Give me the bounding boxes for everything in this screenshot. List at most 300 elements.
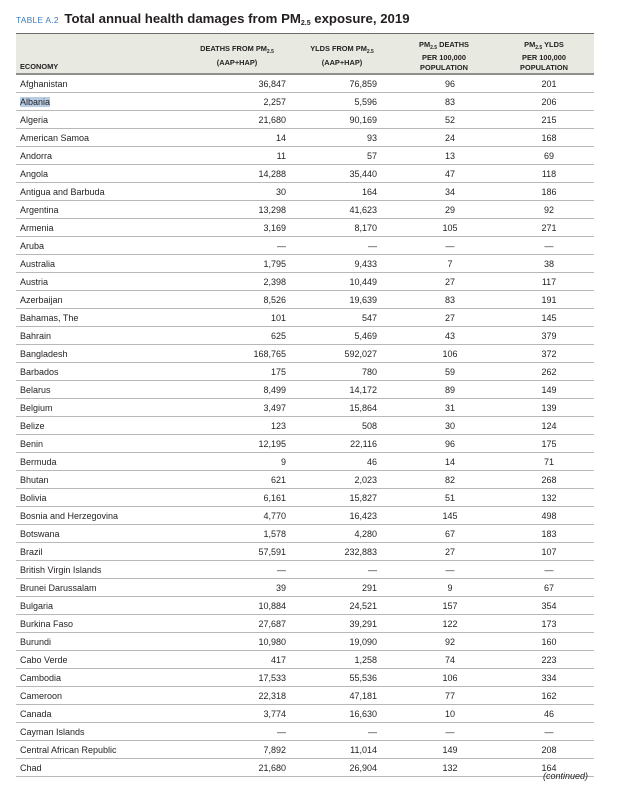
table-row [16,435,594,453]
economy-cell-text: Brunei Darussalam [20,582,97,593]
ylds-rate-cell [494,705,594,723]
economy-cell-text: Algeria [20,114,49,125]
economy-cell [16,525,184,543]
deaths-rate-cell-text: 43 [444,330,455,341]
economy-cell-text: Bermuda [20,456,57,467]
ylds-cell [290,651,394,669]
deaths-cell [184,489,290,507]
table-row [16,759,594,777]
economy-cell-text: British Virgin Islands [20,564,102,575]
ylds-rate-cell-text: 160 [541,636,557,647]
ylds-rate-cell [494,237,594,255]
ylds-rate-cell [494,345,594,363]
economy-cell [16,183,184,201]
ylds-cell [290,561,394,579]
economy-cell [16,219,184,237]
deaths-rate-cell-text: 59 [444,366,455,377]
table-row [16,741,594,759]
ylds-cell [290,741,394,759]
deaths-rate-cell-text: 30 [444,420,455,431]
ylds-rate-cell-text: 71 [543,456,554,467]
economy-cell-text: Chad [20,762,42,773]
ylds-cell [290,237,394,255]
deaths-cell [184,327,290,345]
ylds-cell [290,453,394,471]
table-body [16,74,594,777]
deaths-rate-cell [394,309,494,327]
table-row [16,417,594,435]
economy-cell-text: Cameroon [20,690,63,701]
economy-cell [16,633,184,651]
deaths-cell-text: 17,533 [258,672,286,683]
table-row [16,471,594,489]
ylds-rate-cell-text: 175 [541,438,557,449]
ylds-rate-cell-text: 46 [543,708,554,719]
deaths-rate-cell [394,399,494,417]
deaths-cell [184,147,290,165]
deaths-cell [184,93,290,111]
table-row [16,579,594,597]
deaths-rate-cell-text: 157 [442,600,458,611]
economy-cell [16,165,184,183]
ylds-cell [290,471,394,489]
deaths-rate-cell-text: 145 [442,510,458,521]
ylds-cell-text: 26,904 [349,762,377,773]
deaths-rate-cell [394,201,494,219]
deaths-rate-cell-text: 34 [444,186,455,197]
ylds-cell [290,579,394,597]
table-row [16,165,594,183]
deaths-cell-text: 36,847 [258,78,286,89]
ylds-cell-text: 47,181 [349,690,377,701]
economy-cell-text: Bulgaria [20,600,54,611]
deaths-cell [184,417,290,435]
economy-cell-text: Cabo Verde [20,654,68,665]
deaths-cell-text: 12,195 [258,438,286,449]
ylds-cell [290,615,394,633]
economy-cell [16,111,184,129]
deaths-rate-cell [394,165,494,183]
deaths-cell [184,543,290,561]
economy-cell [16,345,184,363]
table-header-row [16,34,594,75]
ylds-rate-cell-text: — [544,240,554,251]
deaths-rate-cell [394,381,494,399]
deaths-rate-cell [394,759,494,777]
deaths-rate-cell [394,471,494,489]
ylds-cell-text: 15,864 [349,402,377,413]
table-row [16,723,594,741]
deaths-cell [184,453,290,471]
economy-cell-text: Brazil [20,546,43,557]
ylds-cell-text: 19,090 [349,636,377,647]
deaths-cell [184,507,290,525]
ylds-cell [290,399,394,417]
ylds-rate-cell-text: 206 [541,96,557,107]
ylds-cell-text: 5,596 [354,96,377,107]
deaths-rate-cell [394,111,494,129]
economy-cell-text: American Samoa [20,132,90,143]
table-row [16,363,594,381]
deaths-rate-cell-text: 7 [447,258,453,269]
ylds-rate-cell [494,669,594,687]
deaths-rate-cell [394,651,494,669]
table-row [16,489,594,507]
economy-cell-text: Barbados [20,366,59,377]
ylds-rate-cell [494,381,594,399]
deaths-cell-text: — [277,564,286,575]
deaths-cell-text: 3,497 [263,402,286,413]
deaths-rate-cell [394,291,494,309]
ylds-rate-cell-text: 107 [541,546,557,557]
ylds-cell-text: 8,170 [354,222,377,233]
deaths-cell [184,525,290,543]
deaths-cell-text: 27,687 [258,618,286,629]
ylds-cell-text: 39,291 [349,618,377,629]
ylds-rate-cell [494,543,594,561]
ylds-cell [290,74,394,93]
ylds-rate-cell [494,183,594,201]
deaths-rate-cell [394,507,494,525]
ylds-cell [290,687,394,705]
ylds-rate-cell-text: 379 [541,330,557,341]
economy-cell [16,615,184,633]
ylds-rate-cell [494,741,594,759]
ylds-rate-cell [494,165,594,183]
deaths-cell [184,165,290,183]
deaths-cell [184,471,290,489]
title-text: Total annual health damages from $PM_{2.5}$ exposure, 2019 [64,11,410,27]
ylds-rate-cell [494,327,594,345]
ylds-cell-text: 291 [361,582,377,593]
economy-cell-text: Albania [20,96,51,107]
ylds-rate-cell [494,687,594,705]
deaths-rate-cell-text: 9 [447,582,453,593]
deaths-rate-cell-text: 10 [444,708,455,719]
deaths-rate-cell [394,705,494,723]
deaths-cell [184,615,290,633]
economy-cell [16,759,184,777]
ylds-cell [290,489,394,507]
ylds-cell [290,417,394,435]
deaths-cell-text: 621 [270,474,286,485]
ylds-cell [290,435,394,453]
ylds-cell [290,669,394,687]
ylds-cell-text: 508 [361,420,377,431]
economy-cell [16,363,184,381]
deaths-cell-text: 175 [270,366,286,377]
economy-cell [16,74,184,93]
ylds-cell [290,183,394,201]
ylds-rate-cell [494,363,594,381]
deaths-cell-text: 417 [270,654,286,665]
deaths-rate-cell-text: 27 [444,276,455,287]
ylds-cell-text: 46 [366,456,377,467]
ylds-rate-cell-text: 173 [541,618,557,629]
ylds-rate-cell-text: 208 [541,744,557,755]
ylds-cell-text: 55,536 [349,672,377,683]
deaths-rate-cell-text: — [445,564,455,575]
economy-cell-text: Belize [20,420,45,431]
table-row [16,255,594,273]
ylds-cell [290,723,394,741]
deaths-rate-cell-text: 106 [442,348,458,359]
deaths-rate-cell-text: 96 [444,438,455,449]
table-row [16,669,594,687]
table-row [16,309,594,327]
ylds-cell [290,273,394,291]
ylds-cell-text: 22,116 [350,438,377,449]
deaths-cell-text: 3,169 [263,222,286,233]
ylds-rate-cell [494,93,594,111]
table-row [16,615,594,633]
deaths-rate-cell-text: 82 [444,474,455,485]
deaths-rate-cell [394,435,494,453]
economy-cell [16,273,184,291]
deaths-cell [184,597,290,615]
economy-cell-text: Belgium [20,402,53,413]
ylds-rate-cell-text: 186 [541,186,557,197]
deaths-cell [184,74,290,93]
table-row [16,147,594,165]
table-row [16,561,594,579]
economy-cell [16,435,184,453]
deaths-cell-text: 11 [276,150,286,161]
ylds-cell-text: 2,023 [354,474,377,485]
economy-cell [16,309,184,327]
table-row [16,345,594,363]
table-label: TABLE A.2 [16,15,59,25]
health-damages-table [16,33,594,777]
ylds-rate-cell [494,309,594,327]
economy-cell-text: Austria [20,276,49,287]
table-row [16,651,594,669]
ylds-cell [290,219,394,237]
deaths-cell [184,201,290,219]
economy-cell [16,237,184,255]
deaths-rate-cell [394,219,494,237]
table-row [16,237,594,255]
ylds-rate-cell [494,219,594,237]
deaths-rate-cell [394,525,494,543]
deaths-rate-cell-text: 132 [442,762,458,773]
deaths-cell-text: 8,526 [263,294,286,305]
deaths-rate-cell-text: 67 [444,528,455,539]
deaths-rate-cell-text: 27 [444,546,455,557]
deaths-cell-text: 101 [270,312,286,323]
deaths-rate-cell-text: 47 [444,168,455,179]
ylds-cell [290,633,394,651]
table-row [16,183,594,201]
deaths-cell [184,651,290,669]
ylds-rate-cell [494,651,594,669]
continued-note: (continued) [542,771,588,781]
table-title [16,11,410,27]
economy-cell-text: Bhutan [20,474,49,485]
ylds-rate-cell-text: 372 [541,348,557,359]
deaths-cell [184,183,290,201]
table-row [16,507,594,525]
table-row [16,291,594,309]
ylds-cell [290,363,394,381]
economy-cell [16,489,184,507]
economy-cell [16,579,184,597]
deaths-rate-cell [394,129,494,147]
deaths-cell [184,741,290,759]
ylds-cell-text: 547 [361,312,377,323]
deaths-cell [184,759,290,777]
ylds-cell [290,93,394,111]
deaths-cell [184,435,290,453]
ylds-cell-text: 16,630 [349,708,377,719]
ylds-rate-cell [494,561,594,579]
ylds-cell [290,111,394,129]
economy-cell-text: Belarus [20,384,51,395]
deaths-rate-cell-text: 14 [444,456,455,467]
header-economy: ECONOMY [20,61,59,71]
ylds-cell-text: 93 [366,132,377,143]
ylds-cell [290,381,394,399]
deaths-cell [184,345,290,363]
economy-cell-text: Canada [20,708,52,719]
header-ylds-rate: $PM_{2.5}$ YLDS PER 100,000 POPULATION [520,39,568,72]
deaths-rate-cell [394,74,494,93]
ylds-rate-cell-text: 69 [543,150,554,161]
ylds-cell [290,255,394,273]
economy-cell [16,399,184,417]
deaths-cell [184,633,290,651]
economy-cell-text: Afghanistan [20,78,68,89]
deaths-cell-text: — [277,726,286,737]
table-row [16,381,594,399]
table-row [16,525,594,543]
ylds-cell [290,705,394,723]
deaths-rate-cell [394,489,494,507]
economy-cell [16,147,184,165]
deaths-cell-text: 1,578 [263,528,286,539]
ylds-cell [290,525,394,543]
ylds-rate-cell-text: 498 [541,510,557,521]
deaths-cell [184,579,290,597]
economy-cell-text: Central African Republic [20,744,117,755]
ylds-cell-text: 5,469 [354,330,377,341]
deaths-cell [184,561,290,579]
deaths-rate-cell-text: 74 [444,654,455,665]
deaths-rate-cell [394,255,494,273]
ylds-rate-cell-text: 262 [541,366,557,377]
economy-cell-text: Bahamas, The [20,312,79,323]
deaths-rate-cell-text: — [445,240,455,251]
ylds-cell [290,165,394,183]
economy-cell-text: Armenia [20,222,54,233]
economy-cell [16,651,184,669]
ylds-cell-text: 10,449 [349,276,377,287]
deaths-rate-cell-text: 92 [444,636,455,647]
economy-cell [16,543,184,561]
deaths-cell-text: 10,884 [258,600,286,611]
ylds-cell-text: — [368,564,377,575]
ylds-cell-text: 164 [361,186,377,197]
deaths-rate-cell [394,741,494,759]
deaths-cell [184,237,290,255]
deaths-cell [184,309,290,327]
deaths-rate-cell-text: 52 [444,114,455,125]
economy-cell [16,597,184,615]
deaths-rate-cell [394,183,494,201]
deaths-rate-cell-text: 122 [442,618,458,629]
ylds-cell-text: 232,883 [344,546,377,557]
deaths-cell [184,669,290,687]
deaths-cell [184,111,290,129]
table-row [16,705,594,723]
deaths-rate-cell [394,147,494,165]
ylds-cell [290,543,394,561]
ylds-cell-text: 16,423 [349,510,377,521]
economy-cell [16,561,184,579]
deaths-cell-text: 30 [275,186,286,197]
economy-cell [16,417,184,435]
deaths-rate-cell-text: 149 [442,744,458,755]
ylds-rate-cell [494,399,594,417]
ylds-rate-cell-text: 132 [541,492,557,503]
ylds-rate-cell-text: 118 [541,168,557,179]
ylds-rate-cell [494,471,594,489]
table-row [16,687,594,705]
ylds-rate-cell-text: 201 [541,78,557,89]
economy-cell-text: Argentina [20,204,59,215]
ylds-rate-cell-text: 149 [541,384,557,395]
ylds-cell-text: 14,172 [349,384,377,395]
ylds-rate-cell [494,615,594,633]
economy-cell-text: Bolivia [20,492,47,503]
deaths-cell [184,399,290,417]
deaths-cell [184,381,290,399]
table-row [16,597,594,615]
ylds-cell-text: 76,859 [349,78,377,89]
deaths-rate-cell [394,597,494,615]
deaths-rate-cell [394,633,494,651]
economy-cell-text: Azerbaijan [20,294,63,305]
deaths-rate-cell-text: 29 [444,204,455,215]
deaths-rate-cell [394,687,494,705]
economy-cell-text: Bahrain [20,330,52,341]
economy-cell-text: Angola [20,168,49,179]
economy-cell-text: Australia [20,258,56,269]
economy-cell-text: Benin [20,438,44,449]
ylds-cell-text: 11,014 [350,744,377,755]
ylds-cell-text: 24,521 [349,600,377,611]
economy-cell [16,327,184,345]
ylds-cell-text: 15,827 [349,492,377,503]
ylds-rate-cell-text: 271 [541,222,557,233]
deaths-rate-cell [394,417,494,435]
ylds-rate-cell-text: 67 [543,582,554,593]
ylds-cell [290,309,394,327]
deaths-rate-cell-text: 83 [444,294,455,305]
deaths-cell [184,291,290,309]
ylds-cell [290,129,394,147]
ylds-cell [290,291,394,309]
ylds-rate-cell [494,74,594,93]
deaths-cell-text: 123 [270,420,286,431]
economy-cell [16,255,184,273]
ylds-rate-cell-text: 164 [541,762,557,773]
deaths-cell-text: 57,591 [258,546,286,557]
economy-cell [16,201,184,219]
deaths-cell-text: 4,770 [263,510,286,521]
deaths-rate-cell [394,561,494,579]
economy-cell [16,741,184,759]
